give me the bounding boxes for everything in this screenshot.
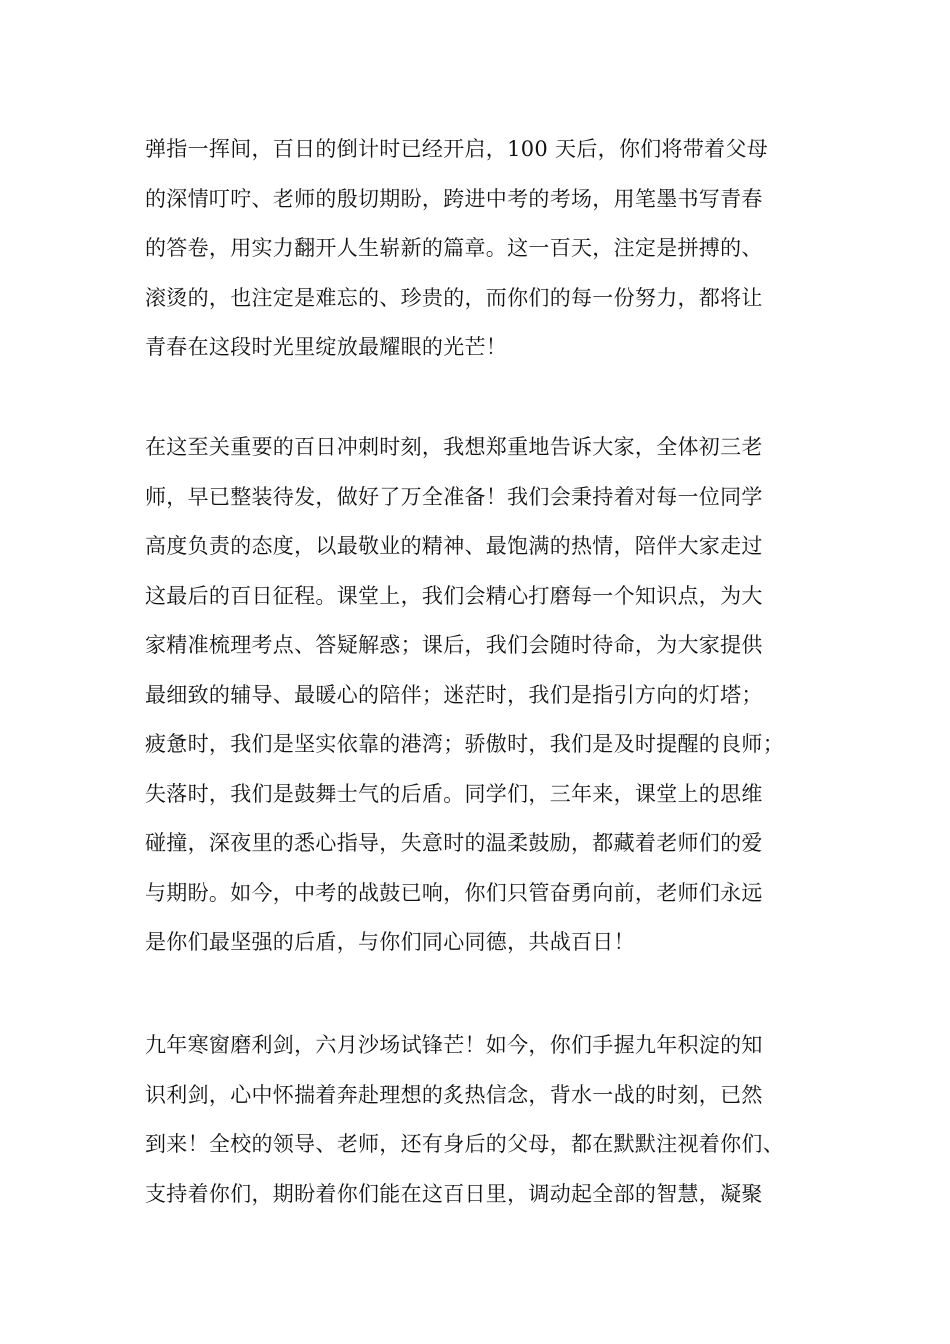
text-line: 滚烫的，也注定是难忘的、珍贵的，而你们的每一份努力，都将让 — [145, 285, 763, 310]
text-line: 师，早已整装待发，做好了万全准备！我们会秉持着对每一位同学 — [145, 484, 763, 509]
text-line: 是你们最坚强的后盾，与你们同心同德，共战百日！ — [145, 930, 635, 954]
text-line: 与期盼。如今，中考的战鼓已响，你们只管奋勇向前，老师们永远 — [145, 880, 763, 905]
text-line: 九年寒窗磨利剑，六月沙场试锋芒！如今，你们手握九年积淀的知 — [145, 1033, 763, 1057]
text-line: 碰撞，深夜里的悉心指导，失意时的温柔鼓励，都藏着老师们的爱 — [145, 831, 763, 855]
text-line: 青春在这段时光里绽放最耀眼的光芒！ — [145, 335, 508, 359]
paragraph-final-sprint — [145, 1033, 825, 1231]
text-line: 识利剑，心中怀揣着奔赴理想的炙热信念，背水一战的时刻，已然 — [145, 1082, 763, 1107]
text-line: 家精准梳理考点、答疑解惑；课后，我们会随时待命，为大家提供 — [145, 633, 763, 657]
paragraph-teachers-commitment — [145, 435, 825, 980]
text-line: 这最后的百日征程。课堂上，我们会精心打磨每一个知识点，为大 — [145, 583, 763, 608]
text-line: 最细致的辅导、最暖心的陪伴；迷茫时，我们是指引方向的灯塔； — [145, 682, 763, 707]
text-line: 失落时，我们是鼓舞士气的后盾。同学们，三年来，课堂上的思维 — [145, 781, 763, 806]
text-line: 疲惫时，我们是坚实依靠的港湾；骄傲时，我们是及时提醒的良师； — [145, 732, 784, 756]
text-line: 到来！全校的领导、老师，还有身后的父母，都在默默注视着你们、 — [145, 1132, 784, 1156]
text-line: 弹指一挥间，百日的倒计时已经开启，100 天后，你们将带着父母 — [145, 137, 769, 161]
text-line: 的答卷，用实力翻开人生崭新的篇章。这一百天，注定是拼搏的、 — [145, 236, 763, 260]
text-line: 在这至关重要的百日冲刺时刻，我想郑重地告诉大家，全体初三老 — [145, 435, 763, 459]
paragraph-countdown — [145, 137, 825, 385]
text-line: 高度负责的态度，以最敬业的精神、最饱满的热情，陪伴大家走过 — [145, 534, 763, 558]
text-line: 的深情叮咛、老师的殷切期盼，跨进中考的考场，用笔墨书写青春 — [145, 186, 763, 211]
text-line: 支持着你们，期盼着你们能在这百日里，调动起全部的智慧，凝聚 — [145, 1181, 763, 1206]
